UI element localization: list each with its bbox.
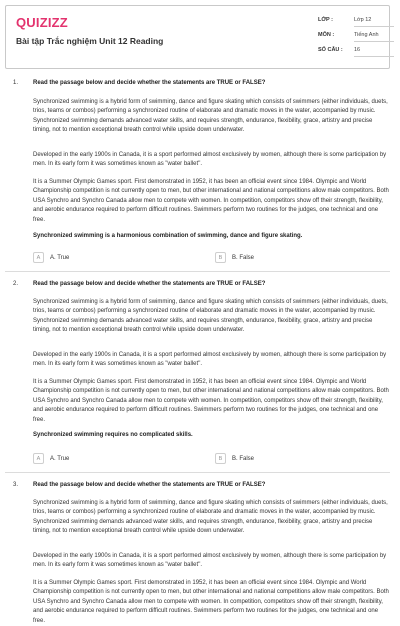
option-a-text: A. True bbox=[50, 254, 70, 261]
meta-subject-underline bbox=[354, 41, 394, 42]
option-a[interactable] bbox=[33, 252, 69, 263]
passage-paragraph-2: Developed in the early 1900s in Canada, it is a sport performed almost exclusively by women, although there is some participation by men. In its early form it was sometimes known as "water ballet". bbox=[33, 352, 387, 368]
passage-paragraph-2: Developed in the early 1900s in Canada, it is a sport performed almost exclusively by women, although there is some participation by men. In its early form it was sometimes known as "water ballet". bbox=[33, 152, 387, 168]
worksheet-title: Bài tập Trắc nghiệm Unit 12 Reading bbox=[16, 36, 164, 46]
passage-paragraph-1: Synchronized swimming is a hybrid form of swimming, dance and figure skating which consists of swimmers (either individuals, duets, trios, teams or combos) performing a synchronized routine of elaborate and dramatic moves in the water, accompanied by music. Synchronized swimming demands advanced water skills, and requires strength, endurance, flexibility, grace, artistry and precise timing, not to mention exceptional breath control while upside down underwater. bbox=[33, 99, 388, 134]
option-b[interactable] bbox=[215, 252, 254, 263]
meta-count-label: SỐ CÂU : bbox=[318, 47, 343, 53]
question-statement: Synchronized swimming requires no complicated skills. bbox=[33, 432, 193, 438]
question-number: 3. bbox=[13, 482, 19, 488]
question-divider bbox=[5, 271, 390, 272]
passage-paragraph-3: It is a Summer Olympic Games sport. First demonstrated in 1952, it has been an official event since 1984. Olympic and World Championship competition is not currently open to men, but other international and national competitions allow male competitors. Both USA Synchro and Synchro Canada allow men to compete with women. In competition, competitors show off their strength, flexibility, and aerobic endurance required to perform difficult routines. Swimmers perform two routines for the judges, one technical and one free. bbox=[33, 179, 389, 223]
question-prompt: Read the passage below and decide whether the statements are TRUE or FALSE? bbox=[33, 80, 266, 86]
option-a[interactable] bbox=[33, 453, 69, 464]
question-statement: Synchronized swimming is a harmonious combination of swimming, dance and figure skating. bbox=[33, 233, 303, 239]
question-number: 1. bbox=[13, 80, 19, 86]
passage-paragraph-1: Synchronized swimming is a hybrid form of swimming, dance and figure skating which consists of swimmers (either individuals, duets, trios, teams or combos) performing a synchronized routine of elaborate and dramatic moves in the water, accompanied by music. Synchronized swimming demands advanced water skills, and requires strength, endurance, flexibility, grace, artistry and precise timing, not to mention exceptional breath control while upside down underwater. bbox=[33, 299, 388, 334]
passage-paragraph-3: It is a Summer Olympic Games sport. First demonstrated in 1952, it has been an official event since 1984. Olympic and World Championship competition is not currently open to men, but other international and national competitions allow male competitors. Both USA Synchro and Synchro Canada allow men to compete with women. In competition, competitors show off their strength, flexibility, and aerobic endurance required to perform difficult routines. Swimmers perform two routines for the judges, one technical and one free. bbox=[33, 379, 389, 423]
option-b[interactable] bbox=[215, 453, 254, 464]
option-b-text: B. False bbox=[232, 254, 255, 261]
option-a-letter: A bbox=[33, 252, 44, 263]
question-divider bbox=[5, 472, 390, 473]
meta-class-label: LỚP : bbox=[318, 17, 333, 23]
option-b-text: B. False bbox=[232, 455, 255, 462]
passage-paragraph-2: Developed in the early 1900s in Canada, it is a sport performed almost exclusively by women, although there is some participation by men. In its early form it was sometimes known as "water ballet". bbox=[33, 553, 387, 569]
question-prompt: Read the passage below and decide whether the statements are TRUE or FALSE? bbox=[33, 281, 266, 287]
worksheet-header bbox=[5, 5, 390, 69]
meta-count-value: 16 bbox=[354, 47, 361, 53]
meta-subject-value: Tiếng Anh bbox=[354, 32, 379, 38]
meta-count-underline bbox=[354, 56, 394, 57]
option-a-text: A. True bbox=[50, 455, 70, 462]
meta-subject-label: MÔN : bbox=[318, 32, 335, 38]
passage-paragraph-1: Synchronized swimming is a hybrid form of swimming, dance and figure skating which consists of swimmers (either individuals, duets, trios, teams or combos) performing a synchronized routine of elaborate and dramatic moves in the water, accompanied by music. Synchronized swimming demands advanced water skills, and requires strength, endurance, flexibility, grace, artistry and precise timing, not to mention exceptional breath control while upside down underwater. bbox=[33, 500, 388, 535]
question-number: 2. bbox=[13, 281, 19, 287]
option-b-letter: B bbox=[215, 252, 226, 263]
question-prompt: Read the passage below and decide whether the statements are TRUE or FALSE? bbox=[33, 482, 266, 488]
option-a-letter: A bbox=[33, 453, 44, 464]
passage-paragraph-3: It is a Summer Olympic Games sport. First demonstrated in 1952, it has been an official event since 1984. Olympic and World Championship competition is not currently open to men, but other international and national competitions allow male competitors. Both USA Synchro and Synchro Canada allow men to compete with women. In competition, competitors show off their strength, flexibility, and aerobic endurance required to perform difficult routines. Swimmers perform two routines for the judges, one technical and one free. bbox=[33, 580, 389, 624]
meta-class-value: Lớp 12 bbox=[354, 17, 372, 23]
option-b-letter: B bbox=[215, 453, 226, 464]
quizizz-logo: QUIZIZZ bbox=[16, 15, 68, 30]
meta-class-underline bbox=[354, 26, 394, 27]
